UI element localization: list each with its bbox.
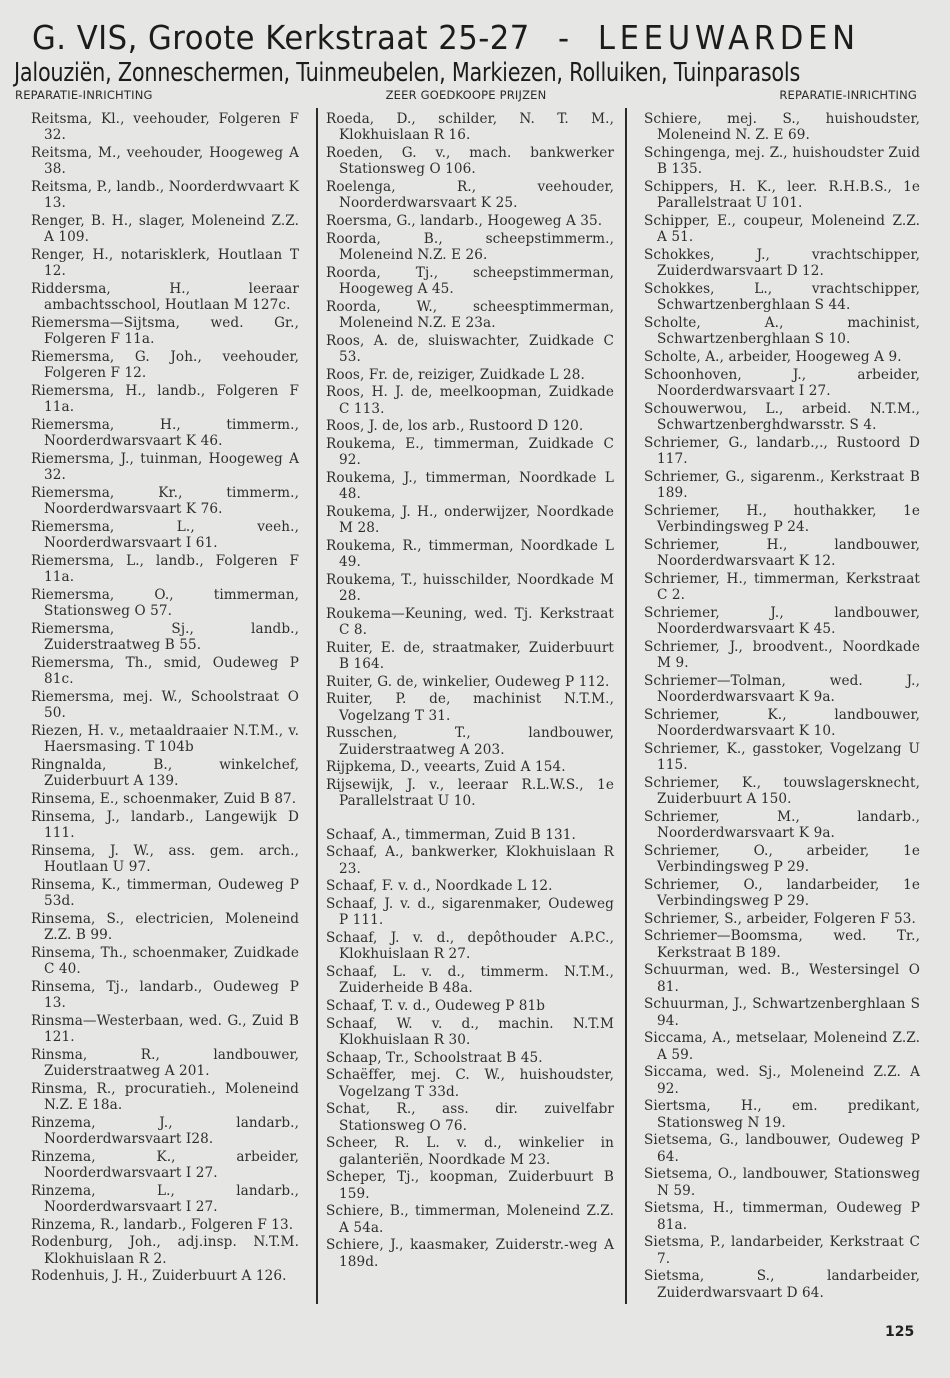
directory-entry: Renger, B. H., slager, Moleneind Z.Z. A 109. [31, 213, 299, 246]
directory-entry: Rijsewijk, J. v., leeraar R.L.W.S., 1e Parallelstraat U 10. [326, 776, 614, 810]
directory-entry: Rinsema, J., landarb., Langewijk D 111. [31, 808, 299, 841]
directory-entry: Schokkes, J., vrachtschipper, Zuiderdwarsvaart D 12. [644, 247, 920, 280]
directory-entry: Schippers, H. K., leer. R.H.B.S., 1e Parallelstraat U 101. [644, 179, 920, 212]
directory-entry: Schriemer, J., landbouwer, Noorderdwarsvaart K 45. [644, 604, 920, 637]
directory-entry: Siccama, A., metselaar, Moleneind Z.Z. A 59. [644, 1030, 920, 1063]
directory-entry: Ruiter, G. de, winkelier, Oudeweg P 112. [326, 673, 610, 690]
directory-entry: Roorda, B., scheepstimmerm., Moleneind N.Z. E 26. [326, 230, 614, 263]
directory-entry: Roukema—Keuning, wed. Tj. Kerkstraat C 8. [326, 605, 614, 639]
directory-entry: Riemersma, L., landb., Folgeren F 11a. [31, 553, 299, 586]
directory-entry: Schriemer, G., sigarenm., Kerkstraat B 189. [644, 468, 920, 501]
directory-entry: Riemersma, Th., smid, Oudeweg P 81c. [31, 655, 299, 688]
directory-entry: Schriemer, O., arbeider, 1e Verbindingsweg P 29. [644, 842, 920, 875]
directory-entry: Roos, Fr. de, reiziger, Zuidkade L 28. [326, 366, 585, 383]
directory-entry: Riemersma, Sj., landb., Zuiderstraatweg B 55. [31, 621, 299, 654]
directory-entry: Siccama, wed. Sj., Moleneind Z.Z. A 92. [644, 1064, 920, 1097]
directory-entry: Schingenga, mej. Z., huishoudster Zuid B 135. [644, 145, 920, 178]
directory-entry: Schaap, Tr., Schoolstraat B 45. [326, 1049, 543, 1066]
directory-entry: Schriemer, K., touwslagersknecht, Zuiderbuurt A 150. [644, 774, 920, 807]
directory-entry: Russchen, T., landbouwer, Zuiderstraatweg A 203. [326, 725, 614, 758]
directory-entry: Riemersma, H., landb., Folgeren F 11a. [31, 383, 299, 416]
directory-entry: Roelenga, R., veehouder, Noorderdwarsvaart K 25. [326, 179, 614, 212]
title-separator: - [558, 18, 570, 57]
directory-entry: Reitsma, P., landb., Noorderdwvaart K 13. [31, 179, 299, 212]
directory-entry: Riemersma, Kr., timmerm., Noorderdwarsvaart K 76. [31, 485, 299, 518]
directory-entry: Schriemer, H., houthakker, 1e Verbindingsweg P 24. [644, 502, 920, 535]
advertisement-title [32, 18, 860, 57]
directory-entry: Schaaf, A., bankwerker, Klokhuislaan R 23. [326, 844, 614, 877]
directory-entry: Schiere, B., timmerman, Moleneind Z.Z. A 54a. [326, 1203, 614, 1236]
directory-entry: Reitsma, Kl., veehouder, Folgeren F 32. [31, 111, 299, 144]
directory-entry: Rinsma, R., procuratieh., Moleneind N.Z. E 18a. [31, 1080, 299, 1113]
directory-entry: Rinzema, K., arbeider, Noorderdwarsvaart I 27. [31, 1148, 299, 1181]
directory-entry: Roos, J. de, los arb., Rustoord D 120. [326, 418, 584, 435]
directory-entry: Riemersma, L., veeh., Noorderdwarsvaart I 61. [31, 519, 299, 552]
directory-entry: Sietsema, O., landbouwer, Stationsweg N 59. [644, 1166, 920, 1199]
directory-entry: Roukema, J. H., onderwijzer, Noordkade M 28. [326, 503, 614, 537]
directory-entry: Renger, H., notarisklerk, Houtlaan T 12. [31, 247, 299, 280]
directory-entry: Schuurman, wed. B., Westersingel O 81. [644, 962, 920, 995]
directory-entry: Rinzema, R., landarb., Folgeren F 13. [31, 1216, 294, 1233]
directory-column-1 [31, 111, 299, 1286]
directory-entry: Schoonhoven, J., arbeider, Noorderdwarsvaart I 27. [644, 366, 920, 399]
directory-entry: Roukema, J., timmerman, Noordkade L 48. [326, 469, 614, 503]
tag-right: REPARATIE-INRICHTING [779, 88, 917, 102]
directory-entry: Schaaf, T. v. d., Oudeweg P 81b [326, 997, 546, 1014]
directory-entry: Roorda, Tj., scheepstimmerman, Hoogeweg A 45. [326, 264, 614, 297]
advertisement-products: Jalouziën, Zonneschermen, Tuinmeubelen, Markiezen, Rolluiken, Tuinparasols [14, 58, 801, 88]
directory-entry: Rinsma, R., landbouwer, Zuiderstraatweg A 201. [31, 1046, 299, 1079]
directory-entry: Schriemer, K., gasstoker, Vogelzang U 115. [644, 740, 920, 773]
directory-entry: Rinsema, J. W., ass. gem. arch., Houtlaan U 97. [31, 842, 299, 875]
directory-entry: Riddersma, H., leeraar ambachtsschool, Houtlaan M 127c. [31, 281, 299, 314]
directory-entry: Reitsma, M., veehouder, Hoogeweg A 38. [31, 145, 299, 178]
directory-entry: Sietsma, H., timmerman, Oudeweg P 81a. [644, 1200, 920, 1233]
directory-entry: Rinzema, J., landarb., Noorderdwarsvaart I28. [31, 1114, 299, 1147]
directory-entry: Schriemer, M., landarb., Noorderdwarsvaart K 9a. [644, 808, 920, 841]
directory-entry: Ruiter, P. de, machinist N.T.M., Vogelzang T 31. [326, 691, 614, 724]
directory-entry: Riemersma, mej. W., Schoolstraat O 50. [31, 689, 299, 722]
directory-entry: Roukema, E., timmerman, Zuidkade C 92. [326, 435, 614, 469]
directory-entry: Rinsma—Westerbaan, wed. G., Zuid B 121. [31, 1012, 299, 1045]
tag-left: REPARATIE-INRICHTING [15, 88, 153, 102]
page-number: 125 [885, 1324, 915, 1340]
directory-entry: Rinsema, E., schoenmaker, Zuid B 87. [31, 791, 297, 807]
directory-entry: Rinsema, K., timmerman, Oudeweg P 53d. [31, 876, 299, 909]
directory-entry: Riezen, H. v., metaaldraaier N.T.M., v. Haersmasing. T 104b [31, 723, 299, 756]
title-city: LEEUWARDEN [597, 18, 860, 57]
directory-entry: Roersma, G., landarb., Hoogeweg A 35. [326, 213, 603, 229]
column-divider [316, 108, 318, 1304]
directory-entry: Schriemer, S., arbeider, Folgeren F 53. [644, 910, 916, 927]
directory-column-2 [326, 111, 614, 1271]
directory-entry: Rijpkema, D., veearts, Zuid A 154. [326, 759, 566, 776]
directory-entry: Sietsema, G., landbouwer, Oudeweg P 64. [644, 1132, 920, 1165]
directory-entry: Schaaf, J. v. d., sigarenmaker, Oudeweg P 111. [326, 895, 614, 929]
column-divider [625, 108, 627, 1304]
tag-center: ZEER GOEDKOOPE PRIJZEN [385, 88, 547, 102]
directory-entry: Riemersma, O., timmerman, Stationsweg O 57. [31, 587, 299, 620]
directory-entry: Sietsma, S., landarbeider, Zuiderdwarsvaart D 64. [644, 1268, 920, 1301]
directory-entry: Scholte, A., machinist, Schwartzenberghlaan S 10. [644, 315, 920, 348]
directory-entry: Schriemer, H., timmerman, Kerkstraat C 2. [644, 570, 920, 603]
directory-entry: Riemersma, H., timmerm., Noorderdwarsvaart K 46. [31, 417, 299, 450]
directory-entry: Schaaf, L. v. d., timmerm. N.T.M., Zuiderheide B 48a. [326, 963, 614, 997]
directory-entry: Ringnalda, B., winkelchef, Zuiderbuurt A 139. [31, 757, 299, 790]
title-address: G. VIS, Groote Kerkstraat 25-27 [32, 18, 530, 57]
directory-entry: Sietsma, P., landarbeider, Kerkstraat C 7. [644, 1234, 920, 1267]
directory-entry: Schaaf, F. v. d., Noordkade L 12. [326, 878, 553, 895]
directory-entry: Schipper, E., coupeur, Moleneind Z.Z. A 51. [644, 213, 920, 246]
directory-entry: Scheper, Tj., koopman, Zuiderbuurt B 159. [326, 1169, 614, 1202]
directory-entry: Scholte, A., arbeider, Hoogeweg A 9. [644, 349, 902, 365]
directory-entry: Schaëffer, mej. C. W., huishoudster, Vogelzang T 33d. [326, 1067, 614, 1100]
advertisement-tagline [15, 88, 917, 102]
directory-entry: Scheer, R. L. v. d., winkelier in galanteriën, Noordkade M 23. [326, 1135, 614, 1168]
directory-entry: Schuurman, J., Schwartzenberghlaan S 94. [644, 996, 920, 1029]
directory-entry: Schouwerwou, L., arbeid. N.T.M., Schwartzenberghdwarsstr. S 4. [644, 400, 920, 433]
directory-entry: Schriemer, K., landbouwer, Noorderdwarsvaart K 10. [644, 706, 920, 739]
directory-entry: Schiere, J., kaasmaker, Zuiderstr.-weg A 189d. [326, 1237, 614, 1270]
directory-entry: Roeden, G. v., mach. bankwerker Stationsweg O 106. [326, 145, 614, 178]
directory-entry: Roukema, R., timmerman, Noordkade L 49. [326, 537, 614, 571]
directory-entry: Schriemer, J., broodvent., Noordkade M 9. [644, 638, 920, 671]
directory-entry: Rinsema, S., electricien, Moleneind Z.Z. B 99. [31, 910, 299, 943]
directory-entry: Roorda, W., scheesptimmerman, Moleneind N.Z. E 23a. [326, 298, 614, 331]
directory-entry: Siertsma, H., em. predikant, Stationsweg N 19. [644, 1098, 920, 1131]
directory-entry: Roeda, D., schilder, N. T. M., Klokhuislaan R 16. [326, 111, 614, 144]
directory-entry: Roos, A. de, sluiswachter, Zuidkade C 53. [326, 332, 614, 365]
directory-entry: Roukema, T., huisschilder, Noordkade M 28. [326, 571, 614, 605]
directory-entry: Schriemer—Tolman, wed. J., Noorderdwarsvaart K 9a. [644, 672, 920, 705]
directory-columns [0, 108, 950, 1308]
directory-entry: Schaaf, A., timmerman, Zuid B 131. [326, 826, 576, 843]
directory-entry: Riemersma, J., tuinman, Hoogeweg A 32. [31, 451, 299, 484]
directory-entry: Rinzema, L., landarb., Noorderdwarsvaart I 27. [31, 1182, 299, 1215]
directory-entry: Rodenburg, Joh., adj.insp. N.T.M. Klokhuislaan R 2. [31, 1234, 299, 1267]
directory-entry: Schriemer, H., landbouwer, Noorderdwarsvaart K 12. [644, 536, 920, 569]
directory-column-3 [644, 111, 920, 1302]
directory-entry: Rinsema, Tj., landarb., Oudeweg P 13. [31, 978, 299, 1011]
directory-entry: Rinsema, Th., schoenmaker, Zuidkade C 40. [31, 944, 299, 977]
directory-entry: Ruiter, E. de, straatmaker, Zuiderbuurt B 164. [326, 639, 614, 673]
directory-entry: Schriemer, O., landarbeider, 1e Verbindingsweg P 29. [644, 876, 920, 909]
directory-entry: Rodenhuis, J. H., Zuiderbuurt A 126. [31, 1268, 287, 1285]
directory-entry: Schat, R., ass. dir. zuivelfabr Stationsweg O 76. [326, 1101, 614, 1134]
directory-entry: Schokkes, L., vrachtschipper, Schwartzenberghlaan S 44. [644, 281, 920, 314]
directory-entry: Riemersma, G. Joh., veehouder, Folgeren F 12. [31, 349, 299, 382]
directory-entry: Schriemer, G., landarb.,., Rustoord D 117. [644, 434, 920, 467]
directory-entry: Schaaf, J. v. d., depôthouder A.P.C., Klokhuislaan R 27. [326, 929, 614, 963]
directory-entry: Schriemer—Boomsma, wed. Tr., Kerkstraat B 189. [644, 928, 920, 961]
directory-entry: Roos, H. J. de, meelkoopman, Zuidkade C 113. [326, 384, 614, 417]
directory-entry: Schiere, mej. S., huishoudster, Moleneind N. Z. E 69. [644, 111, 920, 144]
directory-entry: Schaaf, W. v. d., machin. N.T.M Klokhuislaan R 30. [326, 1015, 614, 1048]
directory-entry: Riemersma—Sijtsma, wed. Gr., Folgeren F 11a. [31, 315, 299, 348]
